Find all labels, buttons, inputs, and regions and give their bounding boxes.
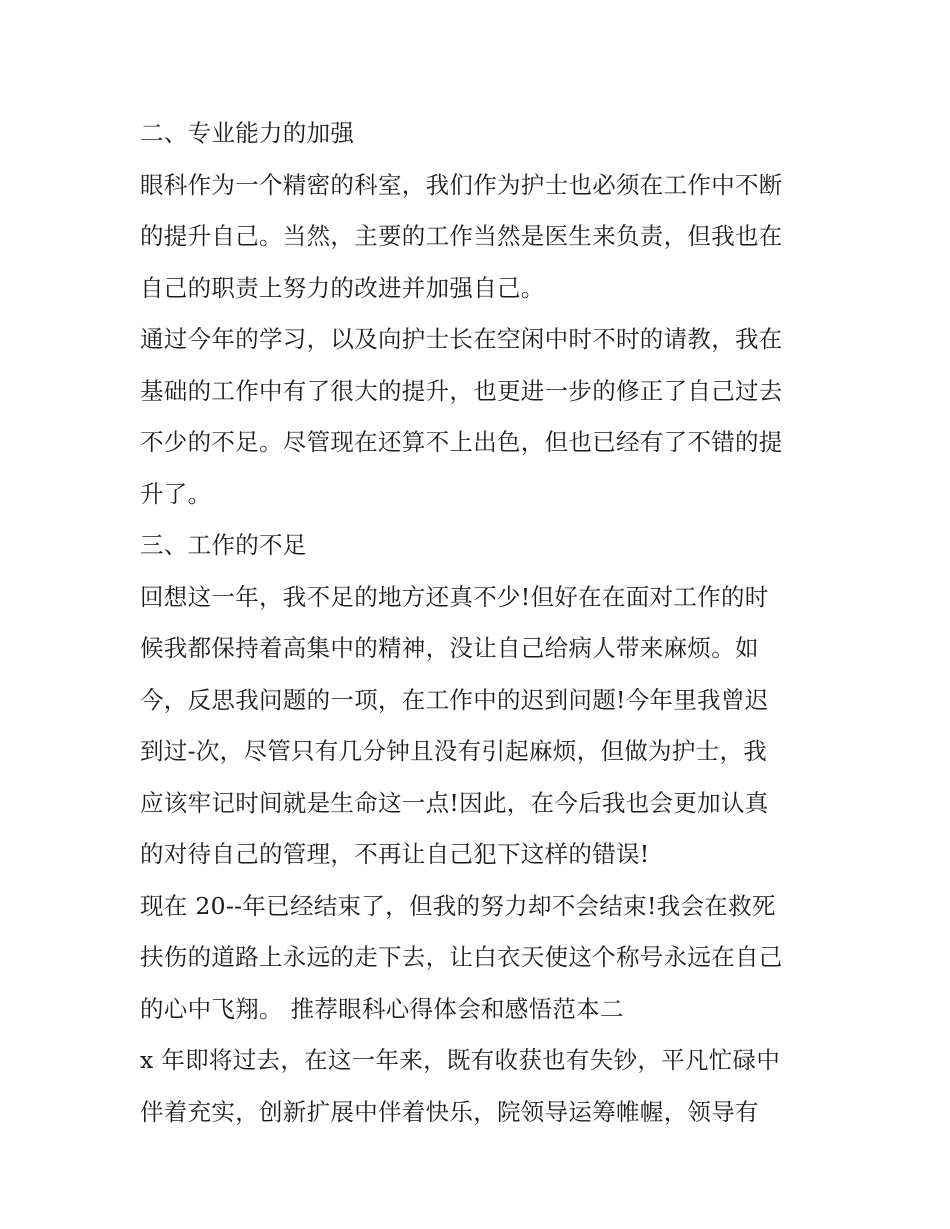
section-heading: 三、工作的不足 (140, 531, 307, 559)
paragraph-line: 回想这一年，我不足的地方还真不少!但好在在面对工作的时 (140, 582, 769, 611)
paragraph-line: 扶伤的道路上永远的走下去，让白衣天使这个称号永远在自己 (140, 943, 783, 971)
paragraph-line: 现在 20--年已经结束了，但我的努力却不会结束!我会在救死 (140, 891, 776, 920)
paragraph-line: 的提升自己。当然，主要的工作当然是医生来负责，但我也在 (140, 222, 783, 250)
paragraph-line: 眼科作为一个精密的科室，我们作为护士也必须在工作中不断 (140, 170, 783, 199)
paragraph-line: 基础的工作中有了很大的提升，也更进一步的修正了自己过去 (140, 376, 783, 405)
paragraph-line: 不少的不足。尽管现在还算不上出色，但也已经有了不错的提 (140, 428, 783, 456)
paragraph-line: 今，反思我问题的一项，在工作中的迟到问题!今年里我曾迟 (140, 685, 769, 714)
document-body (140, 108, 820, 1138)
paragraph-line: 自己的职责上努力的改进并加强自己。 (140, 273, 545, 302)
paragraph-line: 应该牢记时间就是生命这一点!因此，在今后我也会更加认真 (140, 788, 769, 817)
paragraph-line: 到过-次，尽管只有几分钟且没有引起麻烦，但做为护士，我 (140, 737, 768, 765)
section-heading: 二、专业能力的加强 (140, 119, 355, 147)
paragraph-line: 升了。 (140, 479, 212, 508)
paragraph-line: 伴着充实，创新扩展中伴着快乐，院领导运筹帷幄，领导有 (140, 1097, 759, 1126)
paragraph-line: 的对待自己的管理，不再让自己犯下这样的错误! (140, 840, 650, 868)
paragraph-line: 候我都保持着高集中的精神，没让自己给病人带来麻烦。如 (140, 634, 759, 662)
paragraph-line: 通过今年的学习，以及向护士长在空闲中时不时的请教，我在 (140, 325, 783, 353)
paragraph-line: 的心中飞翔。 推荐眼科心得体会和感悟范本二 (140, 994, 624, 1023)
paragraph-line: x 年即将过去，在这一年来，既有收获也有失钞，平凡忙碌中 (140, 1046, 781, 1074)
